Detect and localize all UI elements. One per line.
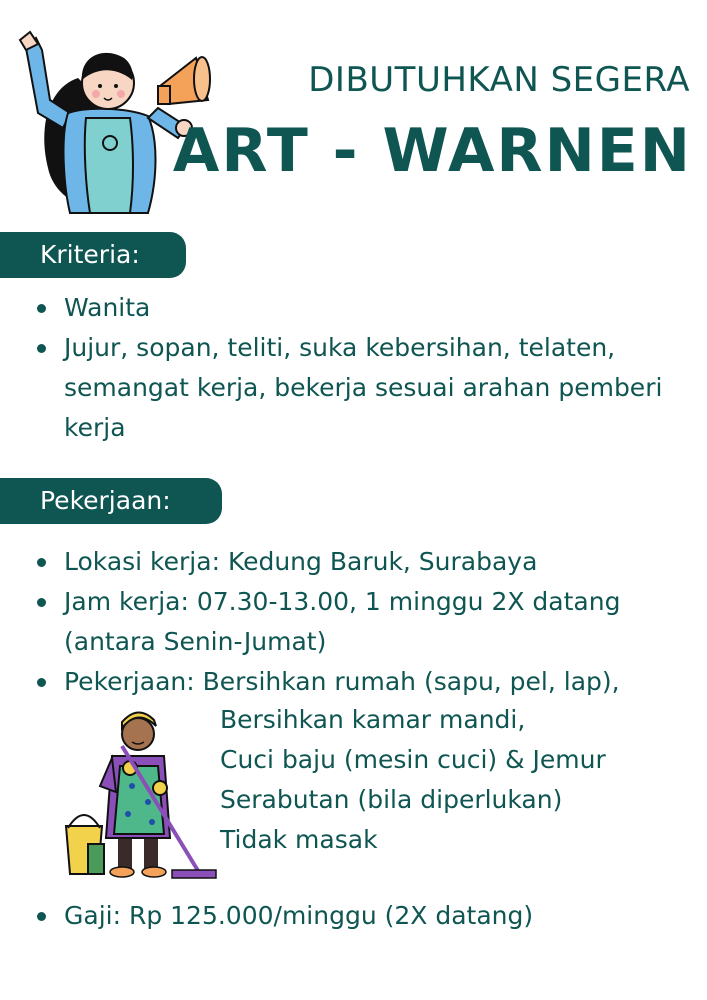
pekerjaan-label: Pekerjaan: [0,478,222,524]
kriteria-list [34,288,694,448]
task-item: Serabutan (bila diperlukan) [220,785,563,814]
salary-item: Gaji: Rp 125.000/minggu (2X datang) [34,896,694,936]
list-item: Jam kerja: 07.30-13.00, 1 minggu 2X datang (antara Senin-Jumat) [34,582,694,662]
header-subtitle: DIBUTUHKAN SEGERA [308,60,690,100]
gaji-list [34,896,694,936]
task-item: Tidak masak [220,825,378,854]
list-item: Jujur, sopan, teliti, suka kebersihan, telaten, semangat kerja, bekerja sesuai arahan pemberi kerja [34,328,684,448]
list-item: Wanita [34,288,694,328]
list-item: Pekerjaan: Bersihkan rumah (sapu, pel, lap), [34,662,694,702]
pekerjaan-list [34,542,694,702]
kriteria-label: Kriteria: [0,232,186,278]
task-list [220,700,606,860]
cleaning-woman-illustration [60,706,220,886]
task-item: Bersihkan kamar mandi, [220,705,526,734]
list-item: Lokasi kerja: Kedung Baruk, Surabaya [34,542,694,582]
header-title: ART - WARNEN [172,116,692,186]
task-item: Cuci baju (mesin cuci) & Jemur [220,745,606,774]
